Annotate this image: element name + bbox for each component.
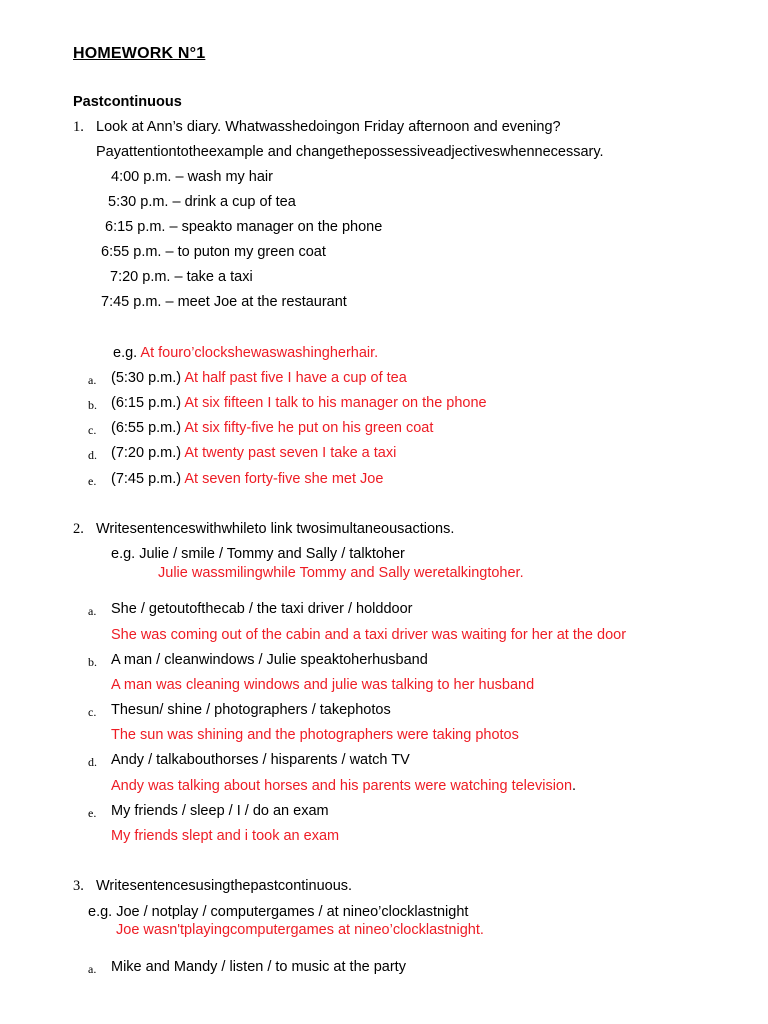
item-answer-suffix: . — [572, 778, 577, 794]
item-answer: At half past five I have a cup of tea — [184, 370, 407, 386]
item-answer: At seven forty-five she met Joe — [184, 471, 384, 487]
item-letter: d. — [88, 755, 97, 769]
item-prompt: A man / cleanwindows / Julie speaktoherhusband — [111, 652, 428, 668]
diary-entry: 7:20 p.m. – take a taxi — [110, 269, 253, 285]
exercise-1-example — [113, 344, 378, 362]
exercise-1-item — [111, 419, 433, 437]
exercise-1-item — [111, 470, 383, 488]
item-prompt: (7:45 p.m.) — [111, 471, 182, 487]
item-answer: At six fifty-five he put on his green coat — [184, 420, 434, 436]
item-answer: At six fifteen I talk to his manager on the phone — [184, 395, 487, 411]
item-prompt: My friends / sleep / I / do an exam — [111, 803, 329, 819]
item-answer-line — [111, 726, 519, 744]
exercise-2-example-answer: Julie wassmilingwhile Tommy and Sally weretalkingtoher. — [158, 565, 524, 581]
exercise-1-item — [111, 369, 407, 387]
item-letter: b. — [88, 398, 97, 412]
item-answer: The sun was shining and the photographers were taking photos — [111, 727, 519, 743]
item-prompt: (7:20 p.m.) — [111, 445, 182, 461]
item-prompt: (5:30 p.m.) — [111, 370, 182, 386]
diary-entry: 4:00 p.m. – wash my hair — [111, 169, 273, 185]
diary-entry: 7:45 p.m. – meet Joe at the restaurant — [101, 294, 347, 310]
exercise-3-number: 3. — [73, 878, 84, 894]
item-answer: At twenty past seven I take a taxi — [184, 445, 397, 461]
exercise-3-instruction: Writesentencesusingthepastcontinuous. — [96, 878, 353, 894]
diary-entry: 5:30 p.m. – drink a cup of tea — [108, 194, 296, 210]
page-title: HOMEWORK N°1 — [73, 45, 206, 62]
item-answer-line — [111, 676, 534, 694]
item-answer: Andy was talking about horses and his parents were watching television — [111, 778, 573, 794]
diary-entry: 6:15 p.m. – speakto manager on the phone — [105, 219, 383, 235]
item-letter: c. — [88, 705, 97, 719]
diary-entry: 6:55 p.m. – to puton my green coat — [101, 244, 326, 260]
item-answer: She was coming out of the cabin and a taxi driver was waiting for her at the door — [111, 627, 627, 643]
item-answer-line — [111, 626, 626, 644]
item-answer-line — [111, 777, 576, 795]
item-letter: a. — [88, 604, 97, 618]
item-answer: A man was cleaning windows and julie was talking to her husband — [111, 677, 535, 693]
item-prompt: (6:55 p.m.) — [111, 420, 182, 436]
exercise-2-instruction: Writesentenceswithwhileto link twosimultaneousactions. — [96, 521, 455, 537]
item-letter: e. — [88, 806, 97, 820]
item-letter: e. — [88, 474, 97, 488]
item-prompt: Mike and Mandy / listen / to music at the party — [111, 959, 406, 975]
item-prompt: (6:15 p.m.) — [111, 395, 182, 411]
exercise-2-number: 2. — [73, 521, 84, 537]
section-subtitle: Pastcontinuous — [73, 94, 182, 110]
exercise-1-item — [111, 394, 487, 412]
exercise-1-item — [111, 444, 396, 462]
item-prompt: She / getoutofthecab / the taxi driver / holddoor — [111, 601, 413, 617]
item-letter: a. — [88, 962, 97, 976]
exercise-3-example-prompt: e.g. Joe / notplay / computergames / at nineo’clocklastnight — [88, 904, 469, 920]
item-answer-line — [111, 827, 339, 845]
item-prompt: Andy / talkabouthorses / hisparents / watch TV — [111, 752, 410, 768]
exercise-3-example-answer: Joe wasn'tplayingcomputergames at nineo’clocklastnight. — [116, 922, 484, 938]
exercise-1-instruction-line1: Look at Ann’s diary. Whatwasshedoingon Friday afternoon and evening? — [96, 119, 561, 135]
item-letter: c. — [88, 423, 97, 437]
item-letter: d. — [88, 448, 97, 462]
example-answer: At fouro’clockshewaswashingherhair. — [140, 345, 379, 361]
exercise-1-instruction-line2: Payattentiontotheexample and changethepossessiveadjectiveswhennecessary. — [96, 144, 604, 160]
item-prompt: Thesun/ shine / photographers / takephotos — [111, 702, 391, 718]
item-letter: b. — [88, 655, 97, 669]
example-prefix: e.g. — [113, 345, 138, 361]
item-letter: a. — [88, 373, 97, 387]
exercise-1-number: 1. — [73, 119, 84, 135]
item-answer: My friends slept and i took an exam — [111, 828, 340, 844]
exercise-2-example-prompt: e.g. Julie / smile / Tommy and Sally / talktoher — [111, 546, 405, 562]
